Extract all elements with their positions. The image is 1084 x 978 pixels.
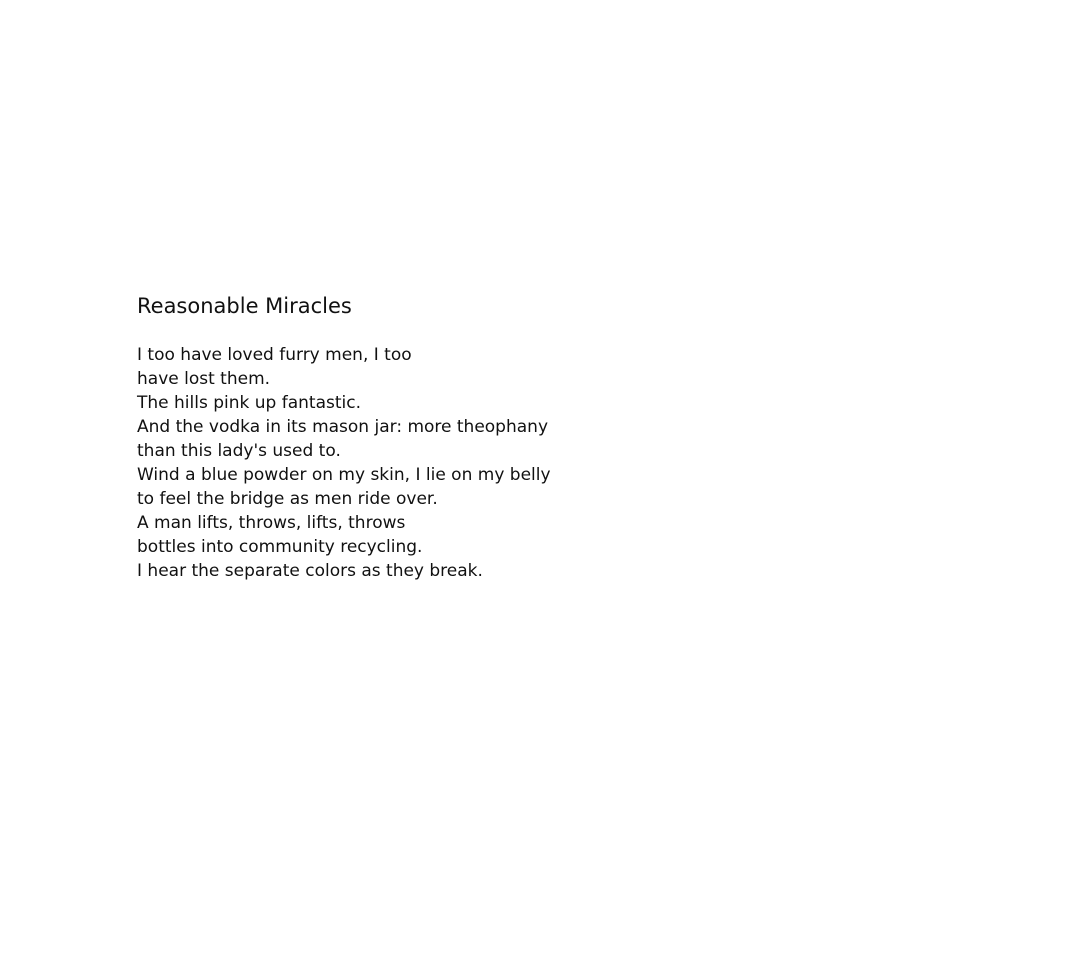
- poem-line: I too have loved furry men, I too: [137, 345, 412, 365]
- poem: [137, 292, 737, 583]
- poem-line: Wind a blue powder on my skin, I lie on my belly: [137, 465, 551, 485]
- poem-line: A man lifts, throws, lifts, throws: [137, 513, 406, 533]
- poem-body: [137, 343, 737, 583]
- poem-line: And the vodka in its mason jar: more theophany: [137, 417, 549, 437]
- poem-line: The hills pink up fantastic.: [137, 393, 361, 413]
- poem-line: to feel the bridge as men ride over.: [137, 489, 438, 509]
- poem-line: I hear the separate colors as they break.: [137, 561, 483, 581]
- poem-line: bottles into community recycling.: [137, 537, 423, 557]
- poem-line: have lost them.: [137, 369, 271, 389]
- poem-title: Reasonable Miracles: [137, 294, 352, 318]
- poem-line: than this lady's used to.: [137, 441, 341, 461]
